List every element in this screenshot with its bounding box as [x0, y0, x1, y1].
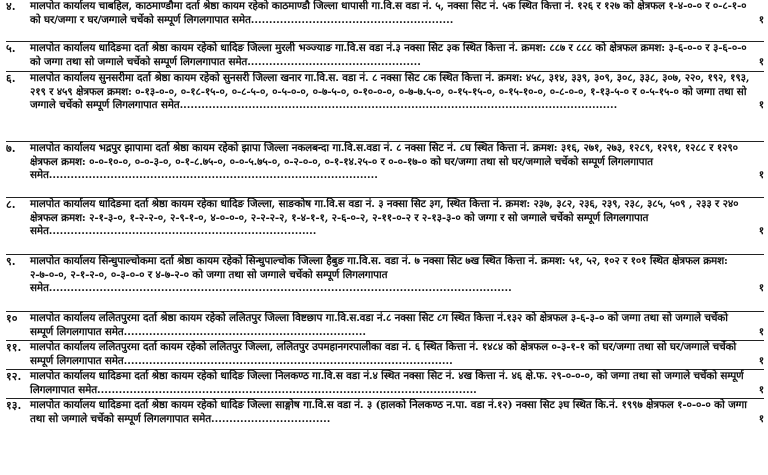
list-item: [6, 312, 764, 341]
item-text: मालपोत कार्यालय भद्रपुर झापामा दर्ता श्रेष्ठा कायम रहेको झापा जिल्ला नकलबन्दा गा.वि.स.वडा नं. ८ नक्सा सिट नं. ८घ स्थित कित्ता नं. क्रमश: ३१६, २७१, २७३, १२८९, १२९१, १२८८ र १२९० क्षेत्रफल क्रमश: ०-०-१०-०, ०-०-३-०, ०-१-८.७५-०, ०-०-५.७५-०, ०-२-०-०, ०-१-१४.२५-० र ०-०-१७-० को घर/जग्गा तथा सो घर/जग्गाले चर्चेको सम्पूर्ण लिगलगापात समेत........................................................................................... १: [30, 142, 764, 182]
item-count: १: [758, 169, 764, 182]
item-count: १: [758, 13, 764, 26]
item-text: मालपोत कार्यालय धादिङमा दर्ता श्रेष्ठा कायम रहेका धादिङ जिल्ला, साङकोष गा.वि.स वडा नं. ३ नक्सा सिट ३ग, स्थित कित्ता नं. क्रमश: २३७, ३८२, २३६, २३९, २३८, ३८५, ५०९ , २३३ र २४० क्षेत्रफल क्रमश: २-१-३-०, १-२-२-०, २-९-१-०, ४-०-०-०, २-२-२-२, १-४-१-१, २-६-०-२, २-११-०-२ र २-१३-३-० को जग्गा र सो जग्गाले चर्चेको सम्पूर्ण लिगलगापात समेत.......................................................................... १: [30, 198, 764, 238]
item-number: ९.: [6, 255, 16, 268]
item-count: १: [758, 325, 764, 338]
item-text: मालपोत कार्यालय ललितपुरमा दर्ता श्रेष्ठा कायम रहेको ललितपुर जिल्ला विष्टछाप गा.वि.स.वडा नं.८ नक्सा सिट ८ग स्थित कित्ता नं.१३२ को क्षेत्रफल ३-६-३-० को जग्गा तथा सो जग्गाले चर्चेको सम्पूर्ण लिगलगापात समेत................................................................... १: [30, 312, 764, 338]
item-number: १०: [6, 312, 18, 325]
item-number: ५.: [6, 42, 16, 55]
item-text: मालपोत कार्यालय चाबहिल, काठमाण्डौमा दर्ता श्रेष्ठा कायम रहेको काठमाण्डौ जिल्ला धापासी गा.वि.स वडा नं. ५, नक्सा सिट नं. ५क स्थित कित्ता नं. १२६ र १२७ को क्षेत्रफल १-४-०-० र ०-८-१-० को घर/जग्गा र घर/जग्गाले चर्चेको सम्पूर्ण लिगलगापात समेत........................................................ १: [30, 0, 764, 26]
list-item: [6, 42, 764, 72]
item-count: १: [758, 383, 764, 396]
item-text: मालपोत कार्यालय धादिङमा दर्ता श्रेष्ठा कायम रहेको धादिङ जिल्ला निलकण्ठ गा.वि.स वडा नं.४ स्थित नक्सा सिट नं. ४ख कित्ता नं. ४६ क्षे.फ. २९-०-०-०, को जग्गा तथा सो जग्गाले चर्चेको सम्पूर्ण लिगलगापात समेत......................................................................................................... १: [30, 370, 764, 396]
item-number: १२.: [6, 370, 22, 383]
item-count: १: [758, 282, 764, 295]
item-count: १: [758, 55, 764, 68]
list-item: [6, 399, 764, 439]
item-count: १: [758, 99, 764, 112]
item-text: मालपोत कार्यालय धादिङमा दर्ता श्रेष्ठा कायम रहेको धादिङ जिल्ला मुरली भञ्ज्याङ गा.वि.स वडा नं.३ नक्सा सिट ३क स्थित कित्ता नं. क्रमश: ८८७ र ८८८ को क्षेत्रफल क्रमश: ३-६-०-० र ३-६-०-० को जग्गा तथा सो जग्गाले चर्चेको सम्पूर्ण लिगलगापात समेत................................................ १: [30, 42, 764, 68]
item-number: ४.: [6, 0, 16, 13]
item-count: १: [758, 412, 764, 425]
item-count: १: [758, 354, 764, 367]
item-number: ८.: [6, 198, 16, 211]
item-number: ६.: [6, 72, 16, 85]
item-text: मालपोत कार्यालय धादिङमा दर्ता श्रेष्ठा कायम रहेको धादिङ जिल्ला साङ्गोष गा.वि.स वडा नं. ३ (हालको निलकण्ठ न.पा. वडा नं.१२) नक्सा सिट ३घ स्थित कि.नं. १९९७ क्षेत्रफल १-०-०-० को जग्गा तथा सो जग्गाले चर्चेको सम्पूर्ण लिगलगापात समेत................................. १: [30, 399, 764, 425]
list-item: [6, 198, 764, 255]
item-count: १: [758, 225, 764, 238]
item-text: मालपोत कार्यालय सुनसरीमा दर्ता श्रेष्ठा कायम रहेको सुनसरी जिल्ला खनार गा.वि.स. वडा नं. ८ नक्सा सिट ८क स्थित कित्ता नं. क्रमश: ४५८, ३१४, ३३९, ३०९, ३०८, ३३८, ३०७, २२०, १९२, १९३, २१९ र ४५९ क्षेत्रफल क्रमश: ०-१३-०-०, ०-१८-१५-०, ०-८-५-०, ०-५-०-०, ०-७-५-०, ०-१०-०-०, ०-७-७.५-०, ०-१५-१५-०, ०-१५-१०-०, ०-८-०-०, १-१३-५-० र ०-५-१५-० को जग्गा तथा सो जग्गाले चर्चेको सम्पूर्ण लिगलगापात समेत......................................................................................................................... १: [30, 72, 764, 112]
list-item: [6, 255, 764, 312]
item-text: मालपोत कार्यालय सिन्धुपाल्चोकमा दर्ता श्रेष्ठा कायम रहेको सिन्धुपाल्चोक जिल्ला हैबुङ गा.वि.स. वडा नं. ७ नक्सा सिट ७ख स्थित कित्ता नं. क्रमश: ५१, ५२, १०२ र १०१ स्थित क्षेत्रफल क्रमश: २-७-०-०, २-१-२-०, ०-३-०-० र ४-७-२-० को जग्गा तथा सो जग्गाले चर्चेको सम्पूर्ण लिगलगापात समेत................................................................................................................................ १: [30, 255, 764, 295]
list-item: [6, 370, 764, 399]
list-item: [6, 142, 764, 198]
item-text: मालपोत कार्यालय ललितपुरमा दर्ता कायम रहेको ललितपुर जिल्ला, ललितपुर उपमहानगरपालीका वडा नं. ६ स्थित कित्ता नं. १४८४ को क्षेत्रफल ०-३-१-१ को घर/जग्गा तथा सो घर/जग्गाले चर्चेको सम्पूर्ण लिगलगापात समेत........................................................................................... १: [30, 341, 764, 367]
list-item: [6, 72, 764, 142]
list-item: [6, 341, 764, 370]
item-number: ७.: [6, 142, 16, 155]
list-item: [6, 0, 764, 42]
item-number: ११.: [6, 341, 22, 354]
item-number: १३.: [6, 399, 22, 412]
